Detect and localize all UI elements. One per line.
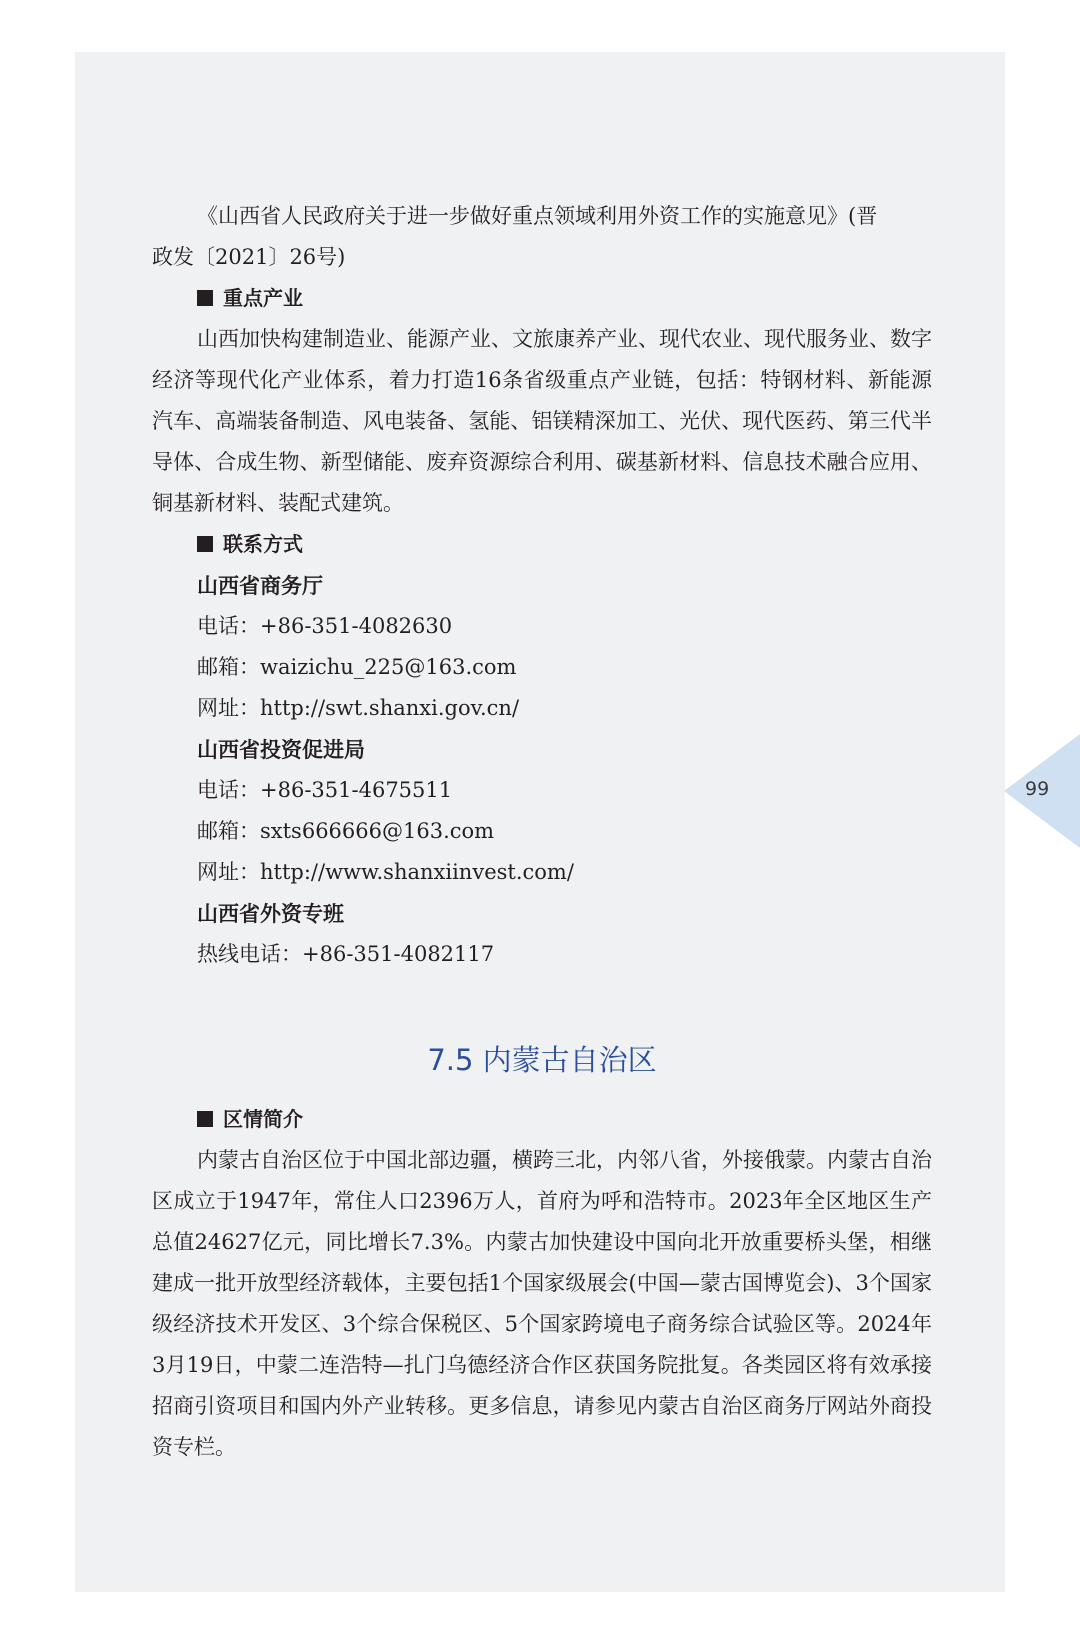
contact-heading xyxy=(152,524,932,565)
square-bullet-icon xyxy=(197,1111,213,1127)
overview-heading xyxy=(152,1099,932,1140)
commerce-phone: 电话：+86-351-4082630 xyxy=(197,614,453,638)
commerce-email[interactable]: 邮箱：waizichu_225@163.com xyxy=(197,655,517,679)
square-bullet-icon xyxy=(197,536,213,552)
overview-heading-text: 区情简介 xyxy=(223,1107,303,1131)
org-name-investment: 山西省投资促进局 xyxy=(197,737,365,762)
foreign-capital-hotline: 热线电话：+86-351-4082117 xyxy=(197,942,495,966)
section-title: 7.5 内蒙古自治区 xyxy=(427,1043,657,1077)
policy-reference xyxy=(152,196,932,278)
org-name-foreign-capital: 山西省外资专班 xyxy=(197,901,344,926)
investment-email[interactable]: 邮箱：sxts666666@163.com xyxy=(197,819,495,843)
investment-website-link[interactable]: 网址：http://www.shanxiinvest.com/ xyxy=(197,860,574,884)
overview-paragraph: 内蒙古自治区位于中国北部边疆，横跨三北，内邻八省，外接俄蒙。内蒙古自治区成立于1947年，常住人口2396万人，首府为呼和浩特市。2023年全区地区生产总值24627亿元，同比增长7.3%。内蒙古加快建设中国向北开放重要桥头堡，相继建成一批开放型经济载体，主要包括1个国家级展会(中国—蒙古国博览会)、3个国家级经济技术开发区、3个综合保税区、5个国家跨境电子商务综合试验区等。2024年3月19日，中蒙二连浩特—扎门乌德经济合作区获国务院批复。各类园区将有效承接招商引资项目和国内外产业转移。更多信息，请参见内蒙古自治区商务厅网站外商投资专栏。 xyxy=(152,1148,932,1459)
page-number: 99 xyxy=(1025,778,1050,800)
industries-heading xyxy=(152,278,932,319)
commerce-website-link[interactable]: 网址：http://swt.shanxi.gov.cn/ xyxy=(197,696,520,720)
industries-paragraph: 山西加快构建制造业、能源产业、文旅康养产业、现代农业、现代服务业、数字经济等现代化产业体系，着力打造16条省级重点产业链，包括：特钢材料、新能源汽车、高端装备制造、风电装备、氢能、铝镁精深加工、光伏、现代医药、第三代半导体、合成生物、新型储能、废弃资源综合利用、碳基新材料、信息技术融合应用、铜基新材料、装配式建筑。 xyxy=(152,327,932,515)
page-content xyxy=(152,196,932,1468)
investment-phone: 电话：+86-351-4675511 xyxy=(197,778,453,802)
policy-reference-line-2: 政发〔2021〕26号) xyxy=(152,245,346,269)
contact-heading-text: 联系方式 xyxy=(223,532,303,556)
policy-reference-line-1: 《山西省人民政府关于进一步做好重点领域利用外资工作的实施意见》(晋 xyxy=(197,204,878,228)
org-name-commerce: 山西省商务厅 xyxy=(197,573,323,598)
industries-heading-text: 重点产业 xyxy=(223,286,303,310)
square-bullet-icon xyxy=(197,290,213,306)
